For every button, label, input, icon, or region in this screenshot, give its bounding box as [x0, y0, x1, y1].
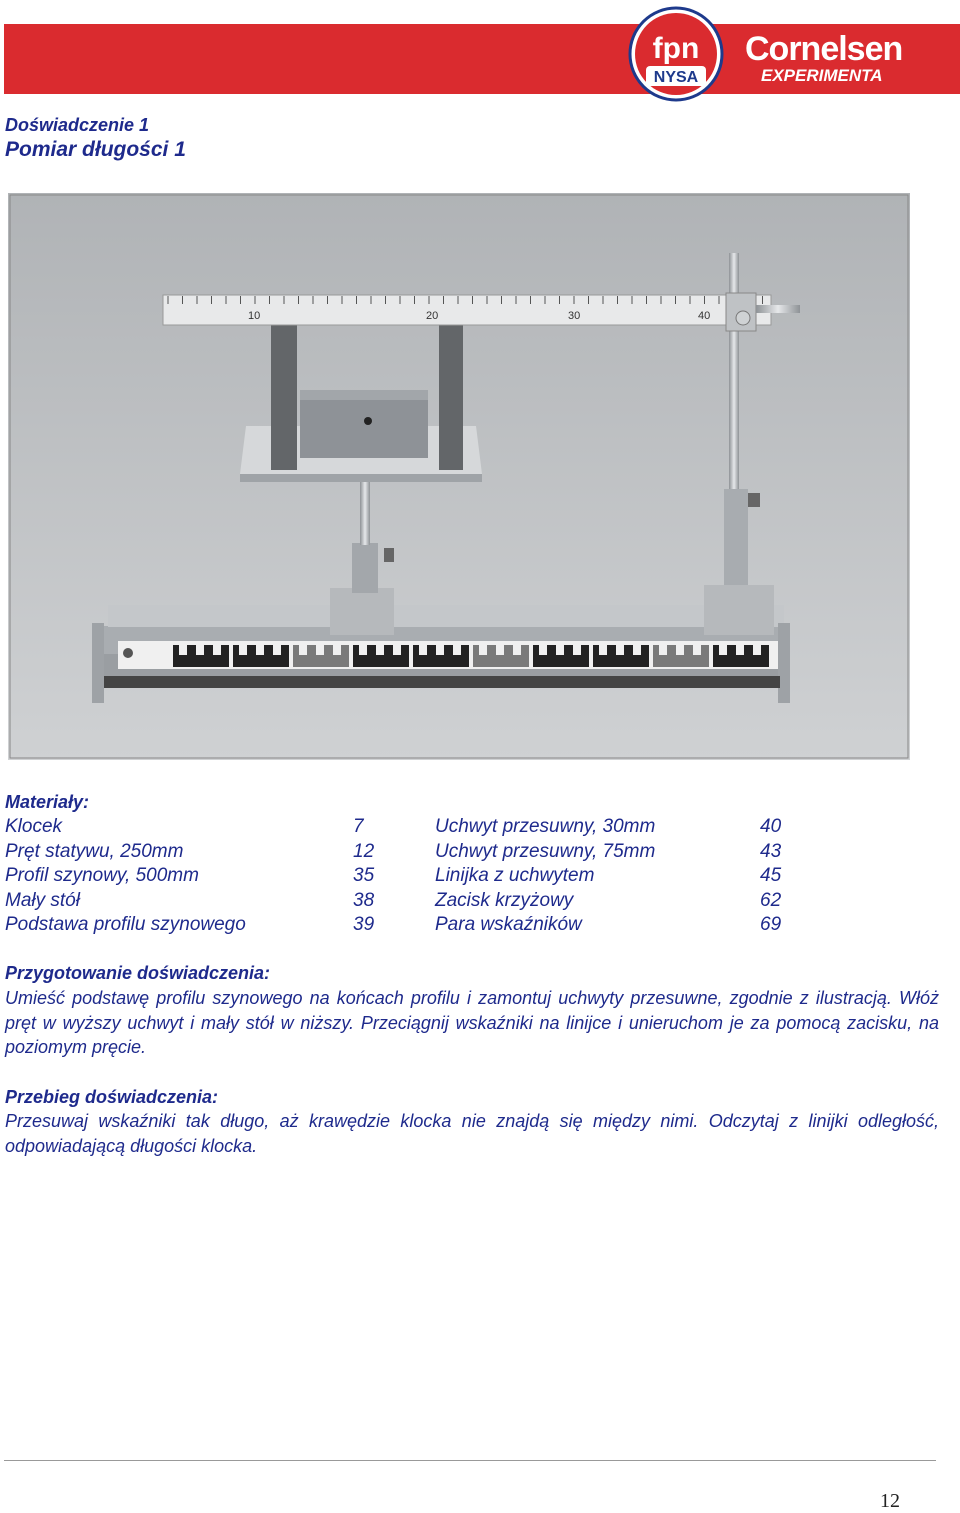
nysa-logo-text: NYSA: [653, 69, 699, 86]
pattern-notch: [239, 645, 247, 655]
material-name: Mały stół: [5, 889, 80, 911]
material-number: 43: [760, 840, 782, 862]
pattern-notch: [719, 645, 727, 655]
ruler-label-40: 40: [698, 310, 711, 322]
pattern-notch: [599, 645, 607, 655]
procedure-heading: Przebieg doświadczenia:: [5, 1087, 219, 1107]
pattern-notch: [693, 645, 701, 655]
pattern-notch: [556, 645, 564, 655]
pattern-notch: [333, 645, 341, 655]
ruler-label-10: 10: [248, 310, 261, 322]
pattern-notch: [736, 645, 744, 655]
preparation-text: Umieść podstawę profilu szynowego na końcach profilu i zamontuj uchwyty przesuwne, zgodnie z ilustracją. Włóż pręt w wyższy uchwyt i mały stół w niższy. Przeciągnij wskaźniki na linijce i unieruchom je za pomocą zacisku, na poziomym pręcie.: [5, 988, 939, 1057]
pattern-notch: [359, 645, 367, 655]
page-number: 12: [880, 1490, 900, 1512]
pattern-notch: [479, 645, 487, 655]
ruler-label-30: 30: [568, 310, 581, 322]
pattern-notch: [496, 645, 504, 655]
pattern-notch: [179, 645, 187, 655]
material-number: 62: [760, 889, 782, 911]
pattern-notch: [213, 645, 221, 655]
pattern-notch: [453, 645, 461, 655]
pattern-notch: [659, 645, 667, 655]
pattern-notch: [539, 645, 547, 655]
material-name: Podstawa profilu szynowego: [5, 914, 246, 935]
material-name: Profil szynowy, 500mm: [5, 865, 199, 886]
material-number: 38: [353, 889, 375, 911]
ruler-label-20: 20: [426, 310, 439, 322]
material-name: Pręt statywu, 250mm: [5, 840, 184, 862]
preparation-heading: Przygotowanie doświadczenia:: [5, 963, 271, 983]
experiment-number: Doświadczenie 1: [5, 115, 150, 135]
pattern-notch: [633, 645, 641, 655]
procedure-text: Przesuwaj wskaźniki tak długo, aż krawędzie klocka nie znajdą się między nimi. Odczytaj z linijki odległość, odpowiadającą długości klocka.: [5, 1111, 939, 1156]
material-name: Linijka z uchwytem: [435, 865, 595, 886]
fpn-logo-text: fpn: [652, 32, 700, 65]
apparatus-photo: [8, 193, 910, 760]
footer-divider: [4, 1460, 936, 1461]
material-number: 39: [353, 914, 375, 935]
material-number: 40: [760, 816, 782, 837]
material-name: Uchwyt przesuwny, 30mm: [435, 816, 656, 837]
material-number: 12: [353, 840, 375, 862]
cornelsen-logo: [737, 28, 952, 90]
pattern-notch: [299, 645, 307, 655]
pattern-notch: [436, 645, 444, 655]
cornelsen-logo-name: Cornelsen: [745, 30, 903, 68]
pattern-notch: [196, 645, 204, 655]
cornelsen-logo-sub: EXPERIMENTA: [761, 66, 883, 85]
pattern-notch: [616, 645, 624, 655]
pattern-notch: [573, 645, 581, 655]
material-number: 35: [353, 865, 375, 886]
material-name: Zacisk krzyżowy: [435, 889, 574, 911]
pattern-notch: [393, 645, 401, 655]
pattern-notch: [376, 645, 384, 655]
materials-heading: Materiały:: [5, 792, 90, 812]
pattern-notch: [256, 645, 264, 655]
pattern-notch: [513, 645, 521, 655]
material-name: Para wskaźników: [435, 914, 582, 935]
pattern-notch: [316, 645, 324, 655]
pattern-notch: [273, 645, 281, 655]
fpn-nysa-logo: [628, 6, 724, 102]
pattern-notch: [419, 645, 427, 655]
material-number: 69: [760, 914, 782, 935]
pattern-notch: [676, 645, 684, 655]
material-name: Klocek: [5, 816, 63, 837]
pattern-notch: [753, 645, 761, 655]
material-name: Uchwyt przesuwny, 75mm: [435, 840, 656, 862]
material-number: 7: [353, 816, 364, 837]
material-number: 45: [760, 865, 782, 886]
experiment-title: Pomiar długości 1: [5, 138, 186, 161]
